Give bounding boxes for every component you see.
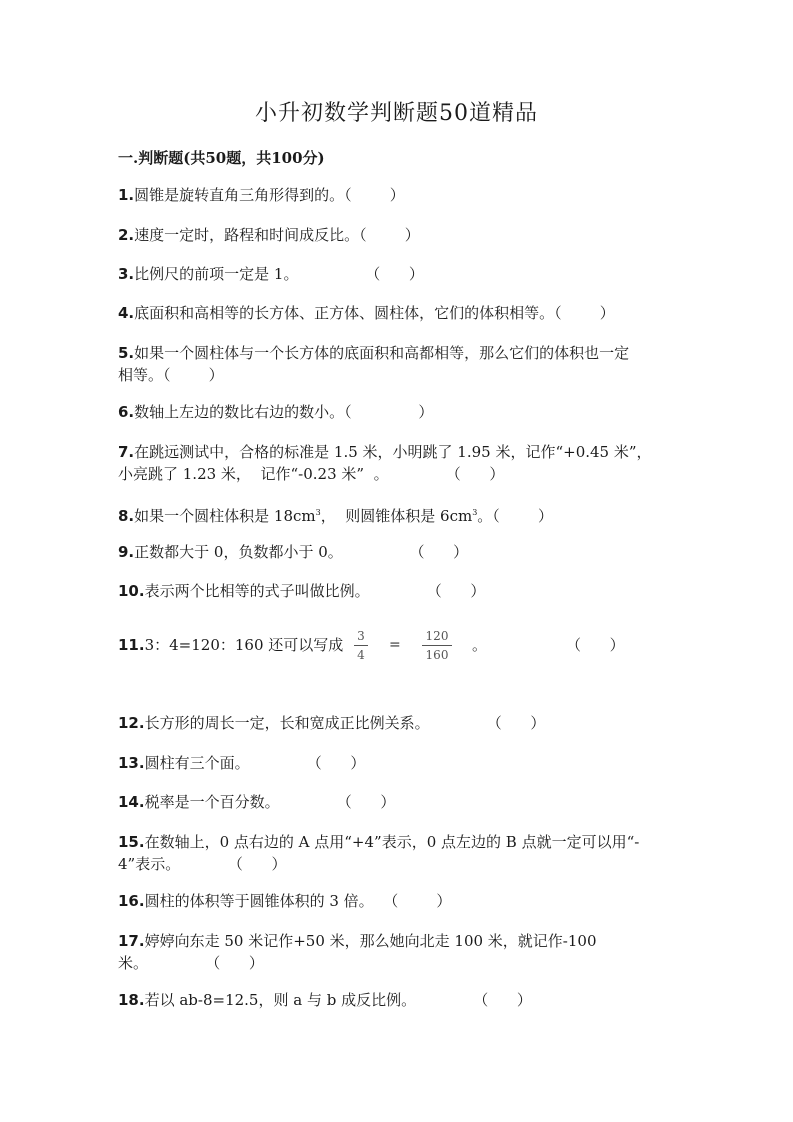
section-heading: 一.判断题(共50题，共100分) — [118, 149, 325, 167]
equals-sign: = — [389, 637, 401, 653]
fraction-3-4: 3 4 — [354, 629, 368, 662]
question-6: 6.数轴上左边的数比右边的数小。（ ） — [118, 403, 434, 421]
question-3: 3.比例尺的前项一定是 1。 （ ） — [118, 265, 424, 283]
question-13: 13.圆柱有三个面。 （ ） — [118, 754, 366, 772]
page-title: 小升初数学判断题50道精品 — [255, 101, 538, 126]
question-8: 8.如果一个圆柱体积是 $18cm^3$， 则圆锥体积是 $6cm^3$。（ ） — [118, 507, 553, 525]
fraction-bar — [354, 645, 368, 646]
question-11-answer-paren: （ ） — [566, 636, 625, 654]
question-18: 18.若以 ab-8=12.5，则 a 与 b 成反比例。 （ ） — [118, 991, 532, 1009]
question-11: 11.3：4=120：160 还可以写成 — [118, 636, 344, 654]
question-5: 5.如果一个圆柱体与一个长方体的底面积和高都相等，那么它们的体积也一定 相等。（ ） — [118, 344, 630, 384]
fraction-bar — [422, 645, 452, 646]
question-9: 9.正数都大于 0，负数都小于 0。 （ ） — [118, 543, 469, 561]
question-2: 2.速度一定时，路程和时间成反比。（ ） — [118, 226, 420, 244]
question-12: 12.长方形的周长一定，长和宽成正比例关系。 （ ） — [118, 714, 546, 732]
question-16: 16.圆柱的体积等于圆锥体积的 3 倍。 （ ） — [118, 892, 452, 910]
question-4: 4.底面积和高相等的长方体、正方体、圆柱体，它们的体积相等。（ ） — [118, 304, 615, 322]
question-7: 7.在跳远测试中，合格的标准是 1.5 米，小明跳了 1.95 米，记作“+0.45 米”， 小亮跳了 1.23 米， 记作“-0.23 米” 。 （ ） — [118, 443, 652, 483]
question-10: 10.表示两个比相等的式子叫做比例。 （ ） — [118, 582, 486, 600]
question-11-period: 。 — [472, 636, 488, 654]
fraction-120-160: 120 160 — [422, 629, 452, 662]
question-17: 17.婷婷向东走 50 米记作+50 米，那么她向北走 100 米，就记作-100 米。 （ ） — [118, 932, 597, 972]
question-14: 14.税率是一个百分数。 （ ） — [118, 793, 396, 811]
question-1: 1.圆锥是旋转直角三角形得到的。（ ） — [118, 186, 405, 204]
question-15: 15.在数轴上，0 点右边的 A 点用“+4”表示，0 点左边的 B 点就一定可以用“- 4”表示。 （ ） — [118, 833, 640, 873]
